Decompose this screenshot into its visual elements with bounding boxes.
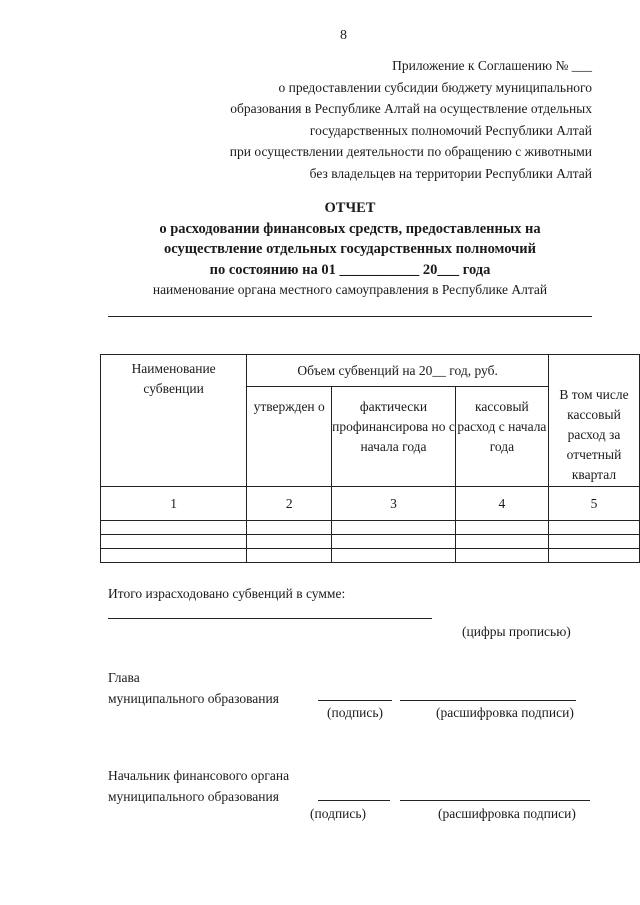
header-line: без владельцев на территории Республики Алтай <box>309 165 592 181</box>
total-label: Итого израсходовано субвенций в сумме: <box>108 586 346 601</box>
report-title <box>0 198 640 301</box>
header-cell-financed: фактически профинансирова но с начала года <box>332 387 456 487</box>
subsidy-report-table <box>100 354 640 563</box>
table-cell <box>247 549 332 563</box>
header-cell-quarter: В том числе кассовый расход за отчетный квартал <box>548 355 639 487</box>
table-row <box>101 549 640 563</box>
table-cell <box>332 549 456 563</box>
column-number: 3 <box>332 487 456 521</box>
header-line: государственных полномочий Республики Алтай <box>309 122 592 138</box>
header-cell-subsidy-name: Наименование субвенции <box>101 355 247 487</box>
table-cell <box>332 535 456 549</box>
table-header-row <box>101 355 640 387</box>
table-cell <box>455 535 548 549</box>
head-sign-caption: (подпись) <box>327 705 384 720</box>
table-row <box>101 521 640 535</box>
finance-decode-line <box>400 800 590 801</box>
finance-title-line: Начальник финансового органа <box>108 768 290 783</box>
table-cell <box>101 521 247 535</box>
column-number: 5 <box>548 487 639 521</box>
table-cell <box>548 521 639 535</box>
table-row <box>101 535 640 549</box>
report-heading: ОТЧЕТ <box>324 200 376 216</box>
head-signature-line <box>318 700 392 701</box>
head-title-block <box>108 667 279 709</box>
column-number: 1 <box>101 487 247 521</box>
table-cell <box>247 521 332 535</box>
header-line: о предоставлении субсидии бюджету муниципального <box>278 79 592 95</box>
total-amount-line <box>108 618 432 619</box>
finance-title-line: муниципального образования <box>108 789 279 804</box>
header-line: при осуществлении деятельности по обращению с животными <box>229 144 592 159</box>
table-cell <box>548 535 639 549</box>
table-number-row <box>101 487 640 521</box>
appendix-header <box>230 55 592 184</box>
head-title-line: муниципального образования <box>108 691 279 706</box>
header-cell-volume-group: Объем субвенций на 20__ год, руб. <box>247 355 549 387</box>
org-name-label: наименование органа местного самоуправления в Республике Алтай <box>152 282 548 297</box>
finance-title-block <box>108 765 289 807</box>
report-subtitle-line: осуществление отдельных государственных полномочий <box>163 241 536 257</box>
table-cell <box>455 549 548 563</box>
header-cell-approved: утвержден о <box>247 387 332 487</box>
table-cell <box>332 521 456 535</box>
head-decode-line <box>400 700 576 701</box>
table-cell <box>101 549 247 563</box>
header-line: Приложение к Соглашению № ___ <box>392 58 592 73</box>
finance-sign-caption: (подпись) <box>310 806 367 821</box>
head-decode-caption: (расшифровка подписи) <box>436 705 574 720</box>
table-cell <box>548 549 639 563</box>
head-title-line: Глава <box>108 670 140 685</box>
header-line: образования в Республике Алтай на осуществление отдельных <box>230 101 592 116</box>
total-caption: (цифры прописью) <box>462 624 571 639</box>
table-cell <box>455 521 548 535</box>
finance-decode-caption: (расшифровка подписи) <box>438 806 576 821</box>
header-cell-cash-expense: кассовый расход с начала года <box>455 387 548 487</box>
report-date-line: по состоянию на 01 ___________ 20___ года <box>209 261 491 278</box>
table-cell <box>247 535 332 549</box>
column-number: 2 <box>247 487 332 521</box>
finance-signature-line <box>318 800 390 801</box>
org-name-field-line <box>108 316 592 317</box>
table-cell <box>101 535 247 549</box>
page-number: 8 <box>340 28 347 43</box>
report-subtitle-line: о расходовании финансовых средств, предоставленных на <box>159 220 541 237</box>
column-number: 4 <box>455 487 548 521</box>
